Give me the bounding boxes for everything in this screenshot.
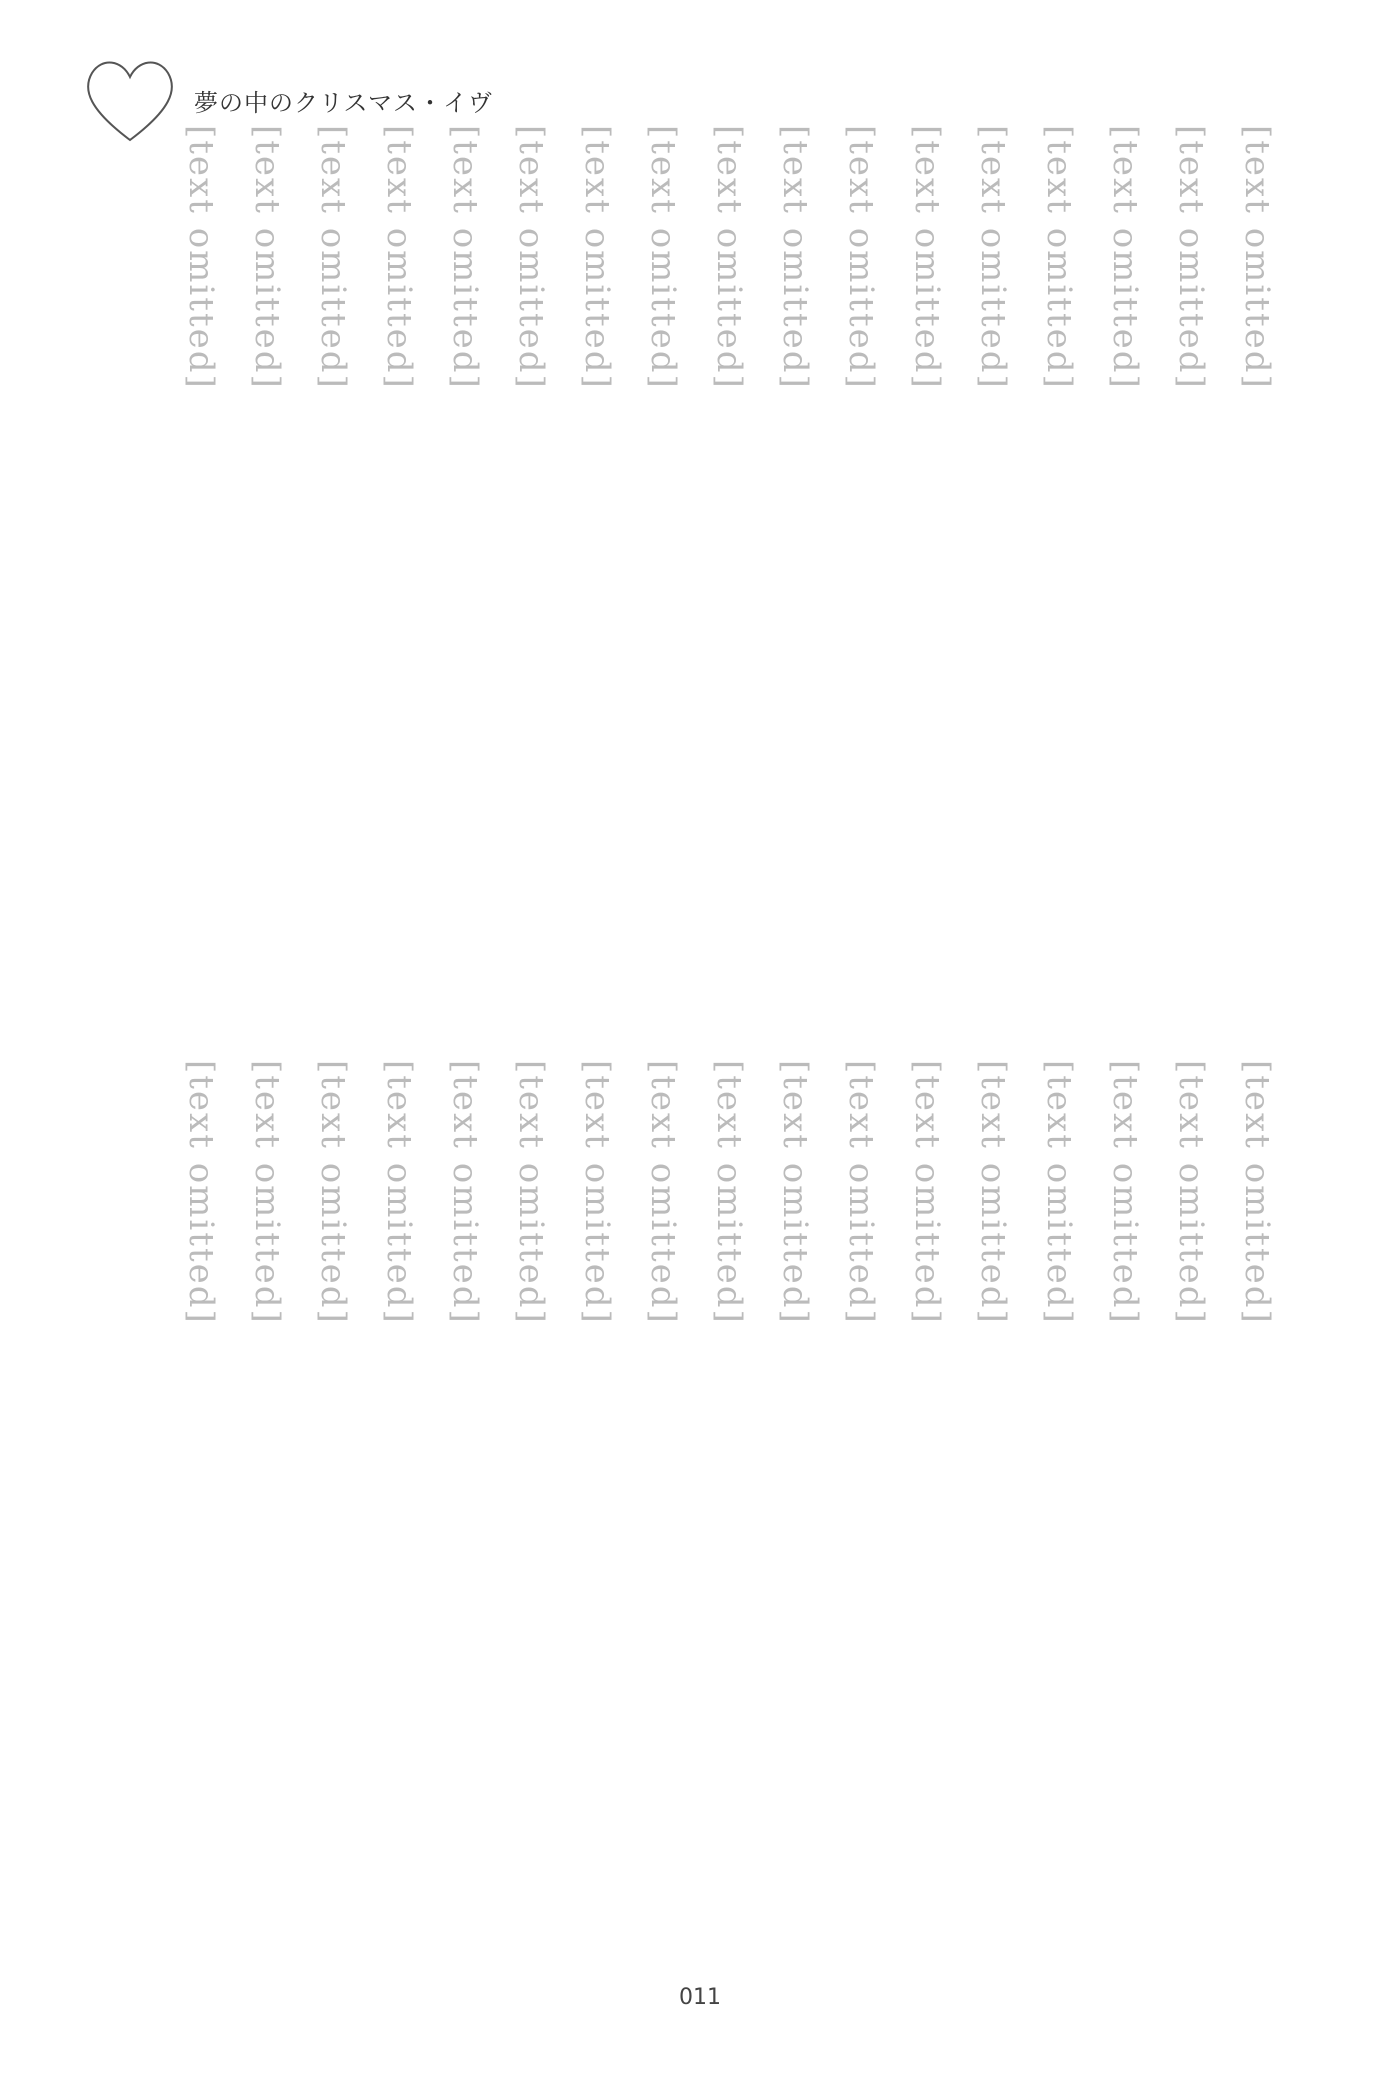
text-line: [text omitted] [643,125,683,390]
text-line: [text omitted] [973,125,1013,390]
text-line: [text omitted] [907,1060,947,1325]
text-line: [text omitted] [1105,125,1145,390]
text-line: [text omitted] [907,125,947,390]
text-line: [text omitted] [181,125,221,390]
text-line: [text omitted] [841,1060,881,1325]
text-line: [text omitted] [1171,125,1211,390]
text-line: [text omitted] [313,1060,353,1325]
text-line: [text omitted] [445,1060,485,1325]
series-title: 夢の中のクリスマス・イヴ [194,88,494,117]
text-line: [text omitted] [1039,125,1079,390]
text-line: [text omitted] [313,125,353,390]
text-line: [text omitted] [577,1060,617,1325]
text-line: [text omitted] [1039,1060,1079,1325]
text-line: [text omitted] [577,125,617,390]
text-line: [text omitted] [775,1060,815,1325]
text-line: [text omitted] [709,1060,749,1325]
text-line: [text omitted] [247,1060,287,1325]
text-line: [text omitted] [973,1060,1013,1325]
text-line: [text omitted] [445,125,485,390]
text-line: [text omitted] [379,1060,419,1325]
text-line: [text omitted] [775,125,815,390]
text-line: [text omitted] [181,1060,221,1325]
text-line: [text omitted] [511,1060,551,1325]
text-line: [text omitted] [1171,1060,1211,1325]
text-line: [text omitted] [709,125,749,390]
text-line: [text omitted] [379,125,419,390]
text-line: [text omitted] [841,125,881,390]
text-line: [text omitted] [247,125,287,390]
text-line: [text omitted] [1237,1060,1277,1325]
text-line: [text omitted] [1237,125,1277,390]
page-number: 011 [679,1985,721,2010]
text-block-top [140,125,1290,1015]
text-block-bottom [140,1060,1290,1920]
text-line: [text omitted] [1105,1060,1145,1325]
text-line: [text omitted] [511,125,551,390]
text-line: [text omitted] [643,1060,683,1325]
